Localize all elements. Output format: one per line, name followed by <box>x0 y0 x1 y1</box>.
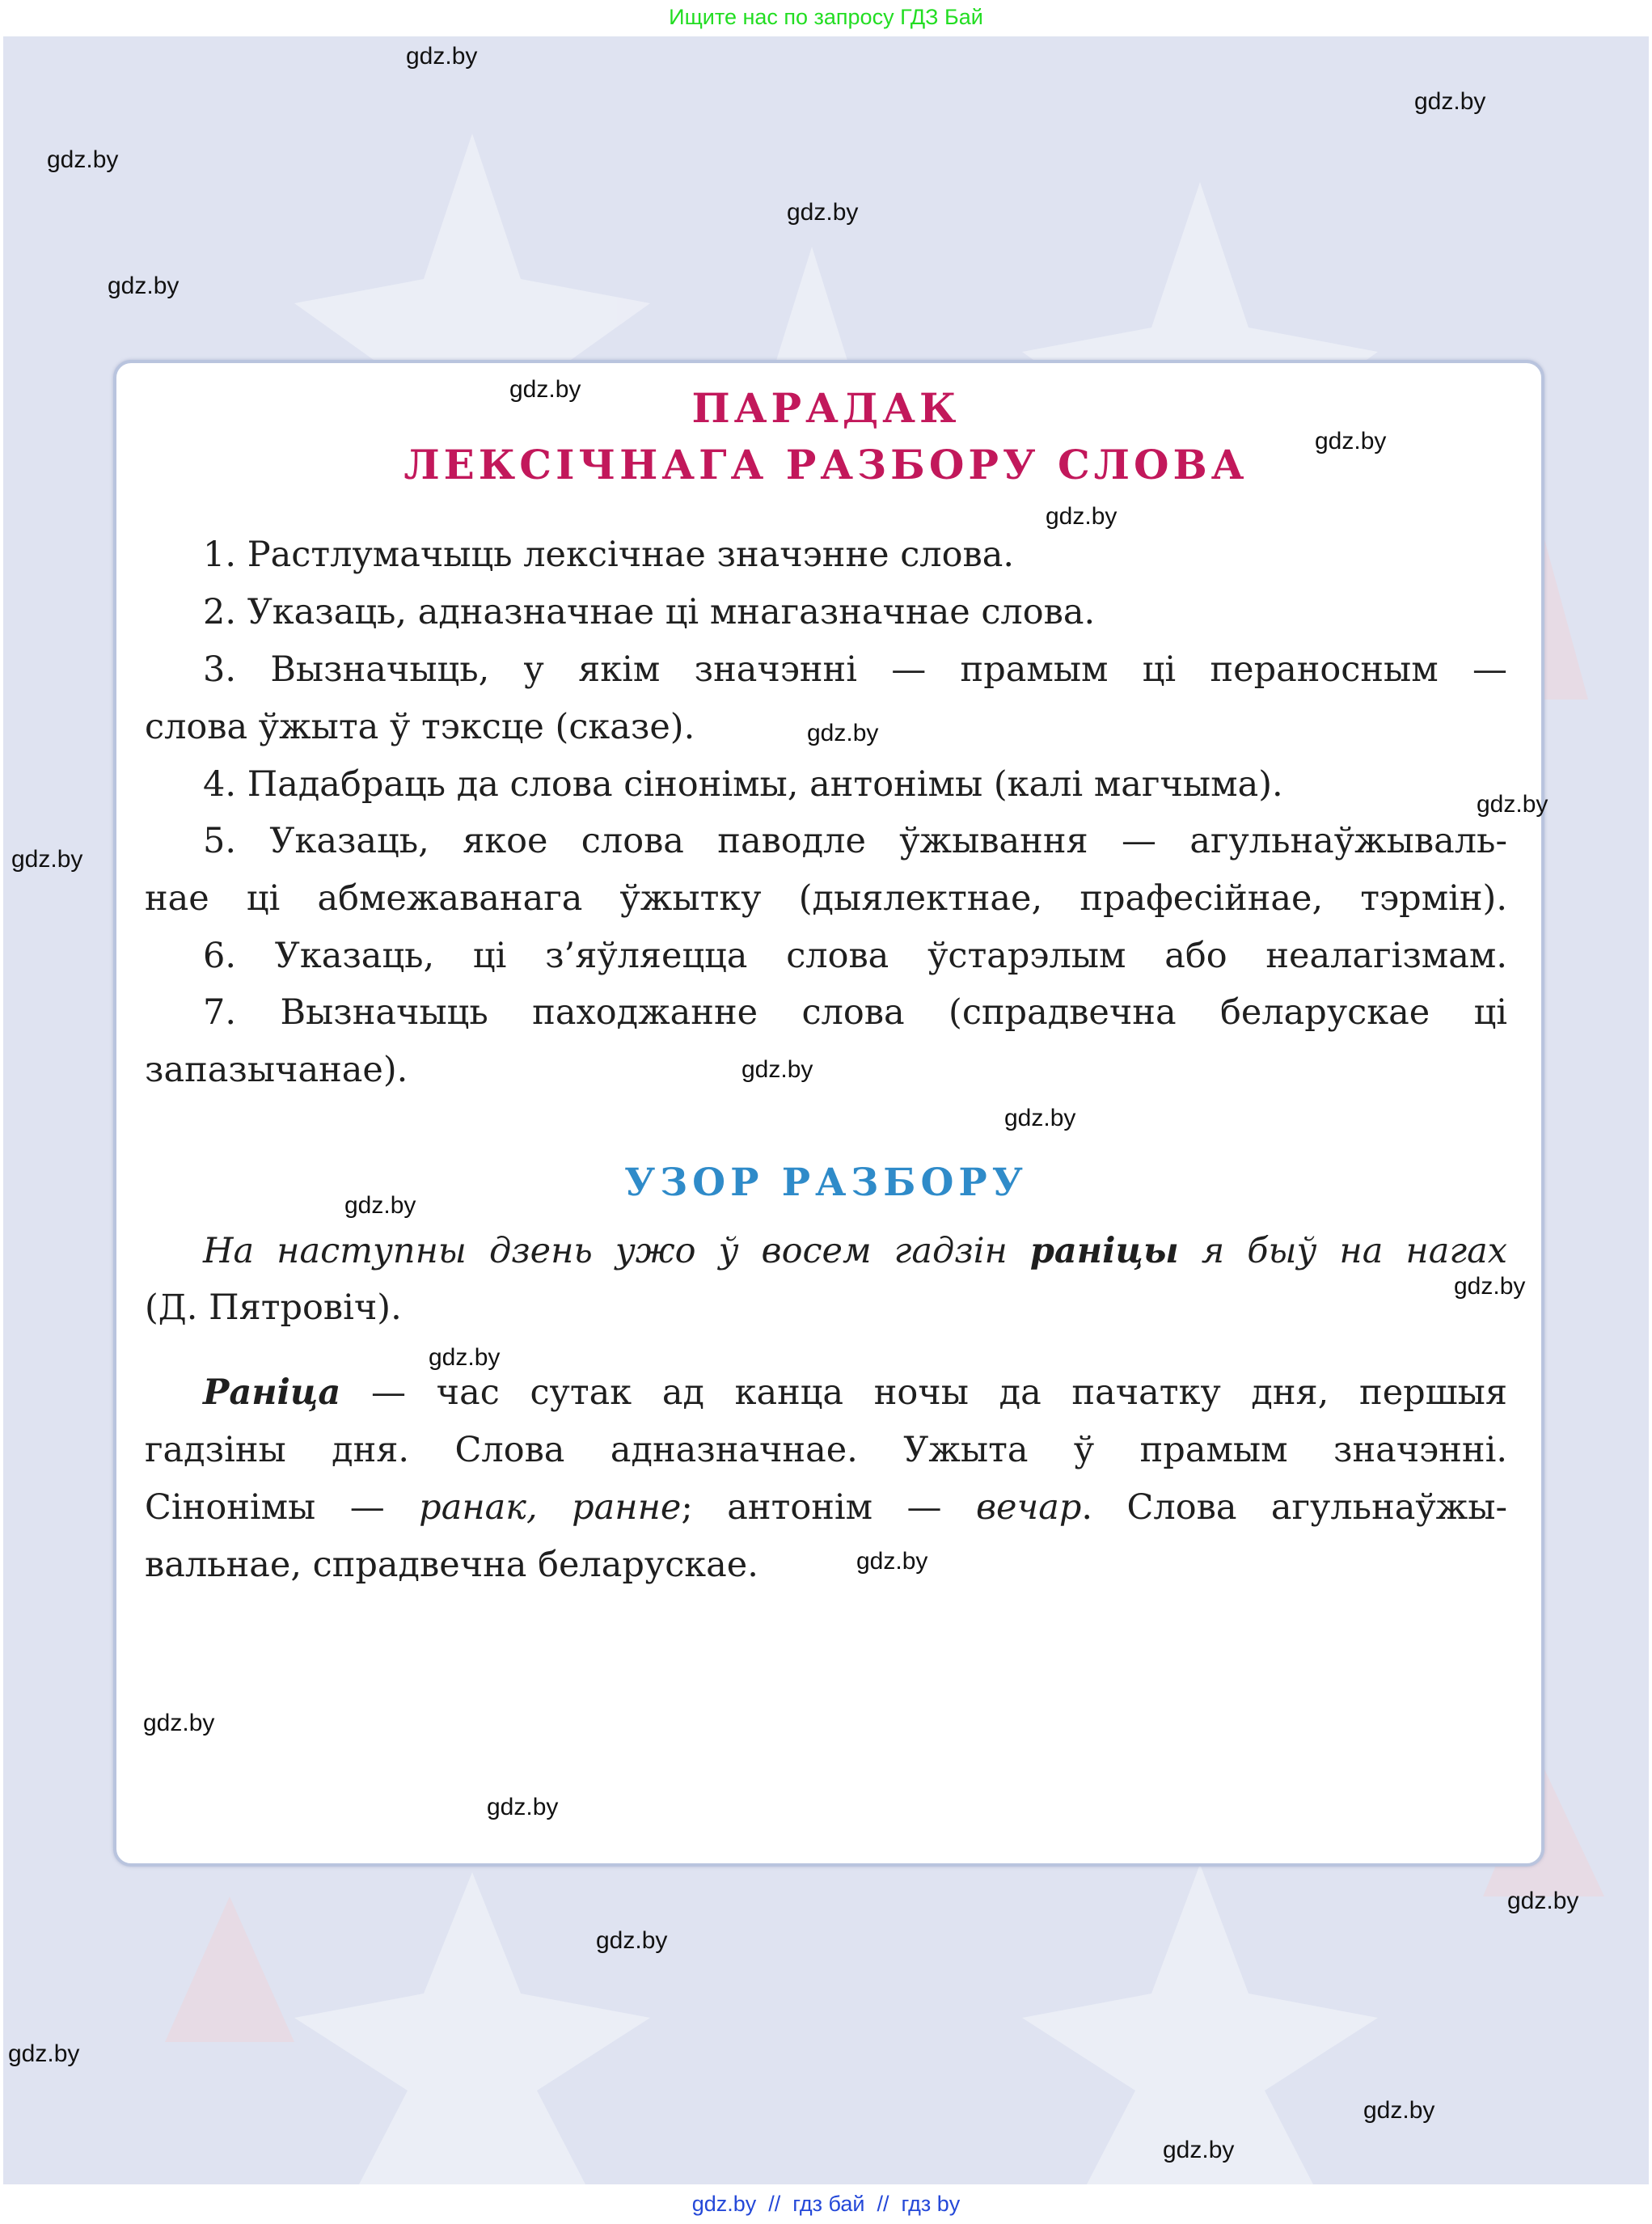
watermark: gdz.by <box>487 1794 559 1820</box>
example-source: (Д. Пятровіч). <box>145 1287 402 1328</box>
example-heading: УЗОР РАЗБОРУ <box>624 1161 1028 1205</box>
watermark: gdz.by <box>47 146 119 173</box>
step-3-cont: слова ўжыта ў тэксце (сказе). <box>145 707 695 747</box>
watermark: gdz.by <box>11 846 83 873</box>
example-sentence <box>203 1227 1507 1275</box>
step-5-cont: нае ці абмежаванага ўжытку (дыялектнае, прафесійнае, тэрмін). <box>145 878 1507 919</box>
content-card <box>113 360 1544 1867</box>
analysis-line-4: вальнае, спрадвечна беларускае. <box>145 1545 758 1585</box>
sentence-before: На наступны дзень ужо ў восем гадзін <box>203 1231 1030 1271</box>
watermark: gdz.by <box>1315 428 1387 455</box>
watermark: gdz.by <box>741 1056 813 1083</box>
watermark: gdz.by <box>108 273 180 299</box>
page-title-line1: ПАРАДАК <box>691 384 961 432</box>
antonym-label: ; антонім — <box>681 1487 976 1528</box>
step-5: 5. Указаць, якое слова паводле ўжывання — агульнаўжываль- <box>203 821 1507 861</box>
antonym: вечар <box>976 1487 1082 1528</box>
watermark: gdz.by <box>1454 1273 1526 1300</box>
watermark: gdz.by <box>8 2040 80 2067</box>
step-2: 2. Указаць, адназначнае ці мнагазначнае слова. <box>203 592 1096 632</box>
step-7-cont: запазычанае). <box>145 1050 408 1090</box>
top-banner <box>0 0 1652 36</box>
step-6: 6. Указаць, ці з’яўляецца слова ўстарэлым або неалагізмам. <box>203 936 1507 976</box>
watermark: gdz.by <box>807 720 879 746</box>
watermark: gdz.by <box>1363 2097 1435 2124</box>
watermark: gdz.by <box>429 1344 501 1371</box>
analysis-line-1 <box>203 1368 1507 1417</box>
definition-text: — час сутак ад канца ночы да пачатку дня, першыя <box>340 1372 1507 1413</box>
watermark: gdz.by <box>787 199 859 226</box>
analysis-line-2: гадзіны дня. Слова адназначнае. Ужыта ў прамым значэнні. <box>145 1430 1507 1470</box>
step-7: 7. Вызначыць паходжанне слова (спрадвечна беларускае ці <box>203 992 1507 1033</box>
watermark: gdz.by <box>1507 1888 1579 1914</box>
analysis-word: Раніца <box>203 1372 341 1413</box>
watermark: gdz.by <box>1004 1105 1076 1131</box>
synonyms-label: Сінонімы — <box>145 1487 420 1528</box>
watermark: gdz.by <box>1163 2137 1235 2163</box>
sentence-target-word: раніцы <box>1029 1231 1179 1271</box>
watermark: gdz.by <box>856 1548 928 1575</box>
watermark: gdz.by <box>143 1710 215 1736</box>
search-hint: Ищите нас по запросу ГДЗ Бай <box>669 5 983 29</box>
analysis-line-3 <box>145 1483 1507 1532</box>
sentence-after: я быў на нагах <box>1178 1231 1507 1271</box>
watermark: gdz.by <box>1046 503 1118 530</box>
step-1: 1. Растлумачыць лексічнае значэнне слова. <box>203 535 1015 575</box>
page-title-line2: ЛЕКСІЧНАГА РАЗБОРУ СЛОВА <box>403 441 1249 488</box>
watermark: gdz.by <box>344 1192 416 1219</box>
watermark: gdz.by <box>596 1927 668 1954</box>
watermark: gdz.by <box>1477 791 1548 818</box>
footer-links[interactable]: gdz.by // гдз бай // гдз by <box>691 2192 961 2216</box>
synonyms: ранак, ранне <box>419 1487 682 1528</box>
step-3: 3. Вызначыць, у якім значэнні — прамым ці пераносным — <box>203 649 1507 690</box>
step-4: 4. Падабраць да слова сінонімы, антонімы (калі магчыма). <box>203 764 1283 805</box>
analysis-line-3-end: . Слова агульнаўжы- <box>1081 1487 1507 1528</box>
watermark: gdz.by <box>1414 88 1486 115</box>
watermark: gdz.by <box>406 43 478 70</box>
watermark: gdz.by <box>509 376 581 403</box>
